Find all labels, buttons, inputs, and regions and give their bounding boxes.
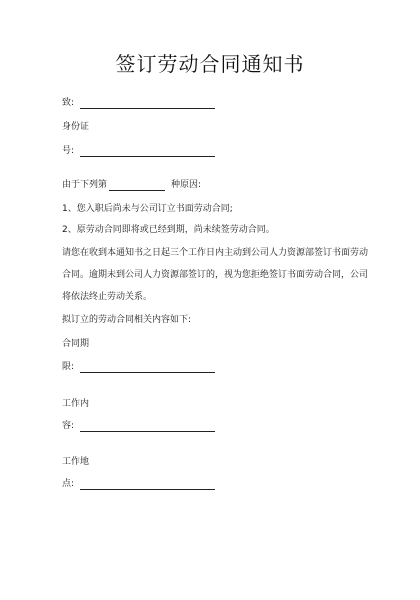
id-number-label: 号: xyxy=(62,146,75,156)
term-field xyxy=(62,361,215,373)
id-label-line1: 身份证 xyxy=(62,122,90,132)
location-blank[interactable] xyxy=(80,479,215,490)
term-label: 限: xyxy=(62,362,75,372)
content-blank[interactable] xyxy=(80,421,215,432)
location-label: 点: xyxy=(62,479,75,489)
notice-paragraph-line2: 合同。逾期未到公司人力资源部签订的，视为您拒绝签订书面劳动合同，公司 xyxy=(62,270,369,280)
content-field xyxy=(62,420,215,432)
id-number-field xyxy=(62,145,215,157)
reason-suffix: 种原因: xyxy=(171,180,202,190)
reason-number-blank[interactable] xyxy=(109,180,165,191)
contract-intro: 拟订立的劳动合同相关内容如下: xyxy=(62,315,192,325)
term-label-line1: 合同期 xyxy=(62,339,90,349)
term-blank[interactable] xyxy=(80,362,215,373)
recipient-blank[interactable] xyxy=(80,98,215,109)
notice-paragraph-line1: 请您在收到本通知书之日起三个工作日内主动到公司人力资源部签订书面劳动 xyxy=(62,248,369,258)
location-label-line1: 工作地 xyxy=(62,457,90,467)
recipient-field xyxy=(62,97,215,109)
content-label-line1: 工作内 xyxy=(62,399,90,409)
reason-item-2: 2、原劳动合同即将或已经到期，尚未续签劳动合同。 xyxy=(62,225,275,235)
location-field xyxy=(62,478,215,490)
id-number-blank[interactable] xyxy=(80,146,215,157)
recipient-label: 致: xyxy=(62,98,75,108)
reason-select-line xyxy=(62,179,201,191)
document-title: 签订劳动合同通知书 xyxy=(115,52,305,76)
reason-item-1: 1、您入职后尚未与公司订立书面劳动合同; xyxy=(62,204,233,214)
reason-prefix: 由于下列第 xyxy=(62,180,108,190)
notice-paragraph-line3: 将依法终止劳动关系。 xyxy=(62,292,153,302)
content-label: 容: xyxy=(62,421,75,431)
